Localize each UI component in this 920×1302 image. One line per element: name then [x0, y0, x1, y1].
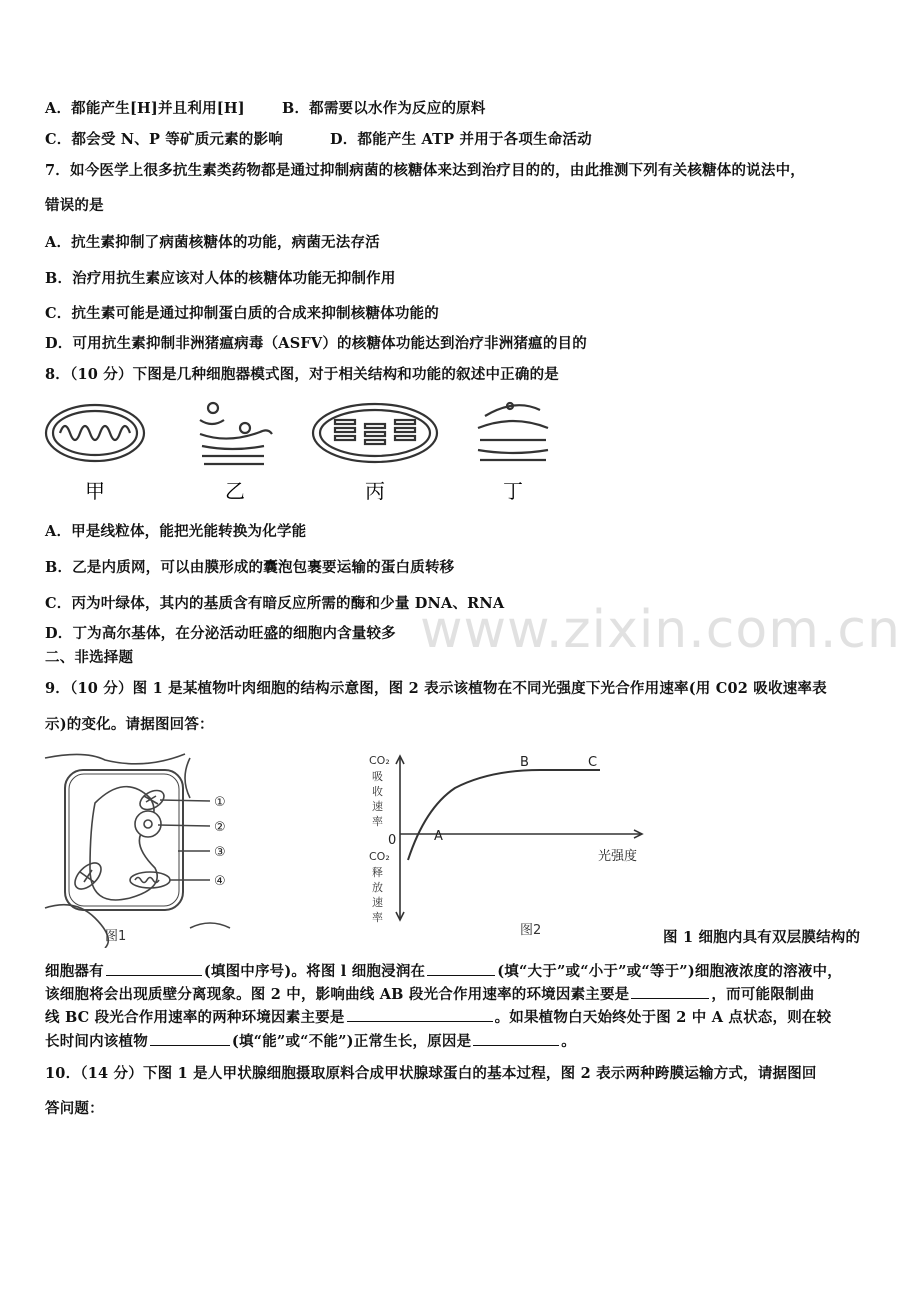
q9-para-line5 [45, 1030, 576, 1051]
q9-text-5a: 长时间内该植物 [45, 1033, 148, 1050]
q7-option-c: C．抗生素可能是通过抑制蛋白质的合成来抑制核糖体功能的 [45, 305, 439, 322]
fig2-ylabel-down-0: CO₂ [369, 850, 390, 863]
q6-option-a: A．都能产生[H]并且利用[H] [45, 100, 245, 117]
q9-text-2a: 细胞器有 [45, 963, 104, 980]
q9-text-3b: ，而可能限制曲 [711, 986, 815, 1003]
q9-text-5b: (填“能”或“不能”)正常生长，原因是 [231, 1033, 472, 1050]
chloroplast-diagram [313, 404, 437, 462]
fig2-ylabel-up-4: 率 [372, 815, 383, 828]
watermark: www.zixin.com.cn [420, 600, 901, 660]
q9-text-5c: 。 [561, 1033, 576, 1050]
fig2-ylabel-up-3: 速 [372, 800, 383, 813]
fig2-ylabel-up-2: 收 [372, 785, 383, 798]
q7-option-b: B．治疗用抗生素应该对人体的核糖体功能无抑制作用 [45, 270, 396, 287]
q6-option-b: B．都需要以水作为反应的原料 [282, 100, 486, 117]
q8-option-d: D．丁为高尔基体，在分泌活动旺盛的细胞内含量较多 [45, 625, 396, 642]
fig2-xlabel: 光强度 [598, 849, 638, 864]
fig2-ylabel-down-1: 释 [372, 866, 383, 879]
section-heading: 二、非选择题 [45, 649, 134, 666]
q9-para-line2 [45, 960, 842, 981]
q8-stem: 8．（10 分）下图是几种细胞器模式图，对于相关结构和功能的叙述中正确的是 [45, 366, 559, 383]
fig1-marker-1: ① [214, 795, 226, 810]
q7-stem-line2: 错误的是 [45, 197, 104, 214]
q9-text-2b: (填图中序号)。将图 l 细胞浸润在 [203, 963, 426, 980]
q7-option-a: A．抗生素抑制了病菌核糖体的功能，病菌无法存活 [45, 234, 380, 251]
fig2-ylabel-up-1: 吸 [372, 770, 383, 783]
blank-reason[interactable] [473, 1031, 559, 1046]
q8-option-c: C．丙为叶绿体，其内的基质含有暗反应所需的酶和少量 DNA、RNA [45, 595, 505, 612]
q6-option-c: C．都会受 N、P 等矿质元素的影响 [45, 131, 283, 148]
fig2-caption: 图2 [520, 923, 542, 938]
q10-stem-line2: 答问题： [45, 1100, 104, 1117]
q9-stem-line1: 9．（10 分）图 1 是某植物叶肉细胞的结构示意图，图 2 表示该植物在不同光强度下光合作用速率(用 C02 吸收速率表 [45, 680, 827, 697]
label-jia: 甲 [85, 479, 105, 503]
q8-option-b: B．乙是内质网，可以由膜形成的囊泡包裹要运输的蛋白质转移 [45, 559, 455, 576]
q10-stem-line1: 10．（14 分）下图 1 是人甲状腺细胞摄取原料合成甲状腺球蛋白的基本过程，图 2 表示两种跨膜运输方式，请据图回 [45, 1065, 817, 1082]
q9-text-2c: (填“大于”或“小于”或“等于”)细胞液浓度的溶液中， [497, 963, 842, 980]
fig1-cell-diagram [40, 748, 240, 948]
q6-option-d: D．都能产生 ATP 并用于各项生命活动 [330, 131, 592, 148]
q9-text-4b: 。如果植物白天始终处于图 2 中 A 点状态，则在较 [494, 1009, 832, 1026]
fig2-curve [408, 770, 600, 860]
q7-stem-line1: 7．如今医学上很多抗生素类药物都是通过抑制病菌的核糖体来达到治疗目的的，由此推测下列有关核糖体的说法中， [45, 162, 805, 179]
blank-concentration[interactable] [427, 961, 495, 976]
er-diagram [200, 403, 272, 464]
label-yi: 乙 [225, 479, 245, 503]
q9-text-4a: 线 BC 段光合作用速率的两种环境因素主要是 [45, 1009, 345, 1026]
fig2-point-b: B [520, 755, 529, 770]
q9-para-line3 [45, 983, 814, 1004]
label-bing: 丙 [365, 479, 385, 503]
q9-para-line4 [45, 1006, 831, 1027]
fig2-point-c: C [588, 755, 598, 770]
fig1-marker-4: ④ [214, 874, 226, 889]
blank-can-grow[interactable] [150, 1031, 230, 1046]
blank-organelles[interactable] [106, 961, 202, 976]
q9-stem-line2: 示)的变化。请据图回答： [45, 716, 214, 733]
q7-option-d: D．可用抗生素抑制非洲猪瘟病毒（ASFV）的核糖体功能达到治疗非洲猪瘟的目的 [45, 335, 587, 352]
q8-option-a: A．甲是线粒体，能把光能转换为化学能 [45, 523, 307, 540]
fig1-marker-3: ③ [214, 845, 226, 860]
fig1-caption: 图1 [105, 929, 127, 944]
q9-text-3a: 该细胞将会出现质壁分离现象。图 2 中，影响曲线 AB 段光合作用速率的环境因素主要是 [45, 986, 630, 1003]
golgi-diagram [478, 403, 548, 460]
mitochondrion-diagram [46, 405, 144, 461]
fig2-point-a: A [434, 829, 443, 844]
fig2-light-curve-chart [360, 748, 660, 943]
fig1-marker-2: ② [214, 820, 226, 835]
fig2-ylabel-down-2: 放 [372, 881, 383, 894]
fig2-origin: 0 [388, 833, 397, 848]
fig2-ylabel-down-4: 率 [372, 911, 383, 924]
blank-bc-factors[interactable] [347, 1007, 493, 1022]
q9-para-line1: 图 1 细胞内具有双层膜结构的 [663, 929, 861, 946]
fig2-ylabel-down-3: 速 [372, 896, 383, 909]
blank-ab-factor[interactable] [631, 984, 709, 999]
fig2-ylabel-up-0: CO₂ [369, 754, 390, 767]
organelle-figure [40, 398, 580, 508]
label-ding: 丁 [503, 479, 523, 503]
